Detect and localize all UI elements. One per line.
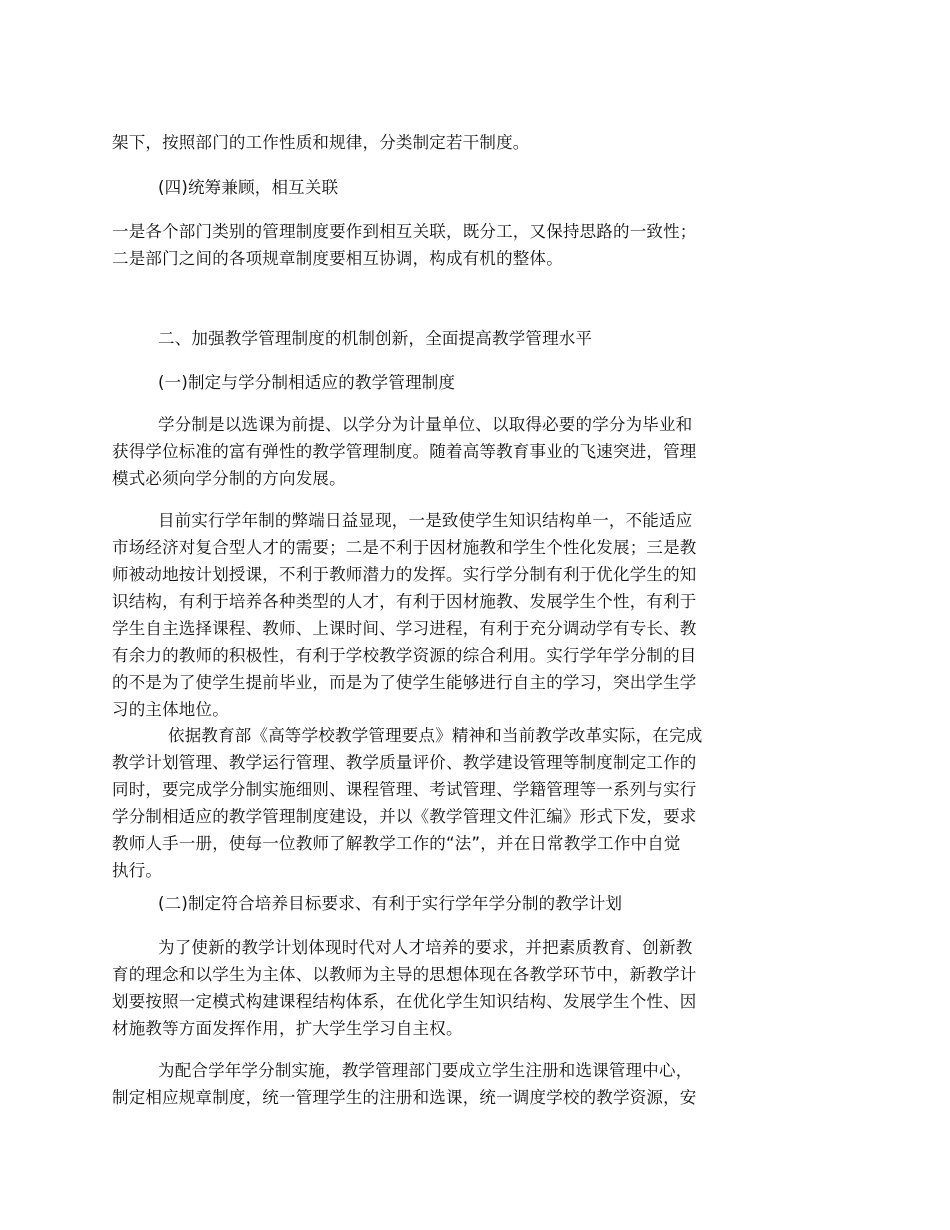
- text-line: 执行。: [112, 861, 163, 880]
- text-line: 育的理念和以学生为主体、以教师为主导的思想体现在各教学环节中，新教学计: [112, 965, 697, 984]
- text-line: 二、加强教学管理制度的机制创新，全面提高教学管理水平: [158, 329, 593, 348]
- text-line: 教师人手一册，使每一位教师了解教学工作的“法”，并在日常教学工作中自觉: [112, 834, 681, 853]
- text-line: 市场经济对复合型人才的需要；二是不利于因材施教和学生个性化发展；三是教: [112, 538, 697, 557]
- text-line: 一是各个部门类别的管理制度要作到相互关联，既分工，又保持思路的一致性；: [112, 222, 697, 241]
- text-line: 学生自主选择课程、教师、上课时间、学习进程，有利于充分调动学有专长、教: [112, 619, 697, 638]
- paragraph-text: [112, 934, 772, 1042]
- text-line: (四)统筹兼顾，相互关联: [158, 178, 339, 197]
- text-line: 二是部门之间的各项规章制度要相互协调，构成有机的整体。: [112, 249, 563, 268]
- subsection-heading: [158, 369, 818, 396]
- paragraph-text: [112, 722, 772, 884]
- paragraph-text: [112, 1057, 772, 1111]
- text-line: 有余力的教师的积极性，有利于学校教学资源的综合利用。实行学年学分制的目: [112, 646, 697, 665]
- text-line: (一)制定与学分制相适应的教学管理制度: [158, 373, 456, 392]
- text-line: 架下，按照部门的工作性质和规律，分类制定若干制度。: [112, 133, 530, 152]
- subsection-heading: [158, 890, 818, 917]
- text-line: 划要按照一定模式构建课程结构体系，在优化学生知识结构、发展学生个性、因: [112, 992, 697, 1011]
- text-line: 学分制相适应的教学管理制度建设，并以《教学管理文件汇编》形式下发，要求: [112, 807, 697, 826]
- text-line: 制定相应规章制度，统一管理学生的注册和选课，统一调度学校的教学资源，安: [112, 1088, 697, 1107]
- paragraph-text: [112, 507, 772, 723]
- text-line: 材施教等方面发挥作用，扩大学生学习自主权。: [112, 1019, 463, 1038]
- text-line: 为配合学年学分制实施，教学管理部门要成立学生注册和选课管理中心，: [158, 1061, 693, 1080]
- subsection-heading: [158, 174, 818, 201]
- text-line: 依据教育部《高等学校教学管理要点》精神和当前教学改革实际，在完成: [168, 726, 703, 745]
- text-line: 模式必须向学分制的方向发展。: [112, 469, 346, 488]
- text-line: 目前实行学年制的弊端日益显现，一是致使学生知识结构单一，不能适应: [158, 511, 693, 530]
- section-heading: [158, 325, 818, 352]
- text-line: 的不是为了使学生提前毕业，而是为了使学生能够进行自主的学习，突出学生学: [112, 673, 697, 692]
- text-line: 为了使新的教学计划体现时代对人才培养的要求，并把素质教育、创新教: [158, 938, 693, 957]
- text-line: 学分制是以选课为前提、以学分为计量单位、以取得必要的学分为毕业和: [158, 415, 693, 434]
- text-line: (二)制定符合培养目标要求、有利于实行学年学分制的教学计划: [158, 894, 623, 913]
- paragraph-text: [112, 411, 772, 492]
- text-line: 获得学位标准的富有弹性的教学管理制度。随着高等教育事业的飞速突进，管理: [112, 442, 697, 461]
- text-line: 师被动地按计划授课，不利于教师潜力的发挥。实行学分制有利于优化学生的知: [112, 565, 697, 584]
- text-line: 习的主体地位。: [112, 700, 229, 719]
- paragraph-text: [112, 218, 772, 272]
- text-line: 同时，要完成学分制实施细则、课程管理、考试管理、学籍管理等一系列与实行: [112, 780, 697, 799]
- text-line: 教学计划管理、教学运行管理、教学质量评价、教学建设管理等制度制定工作的: [112, 753, 697, 772]
- text-line: 识结构，有利于培养各种类型的人才，有利于因材施教、发展学生个性，有利于: [112, 592, 697, 611]
- paragraph-text: [112, 129, 772, 156]
